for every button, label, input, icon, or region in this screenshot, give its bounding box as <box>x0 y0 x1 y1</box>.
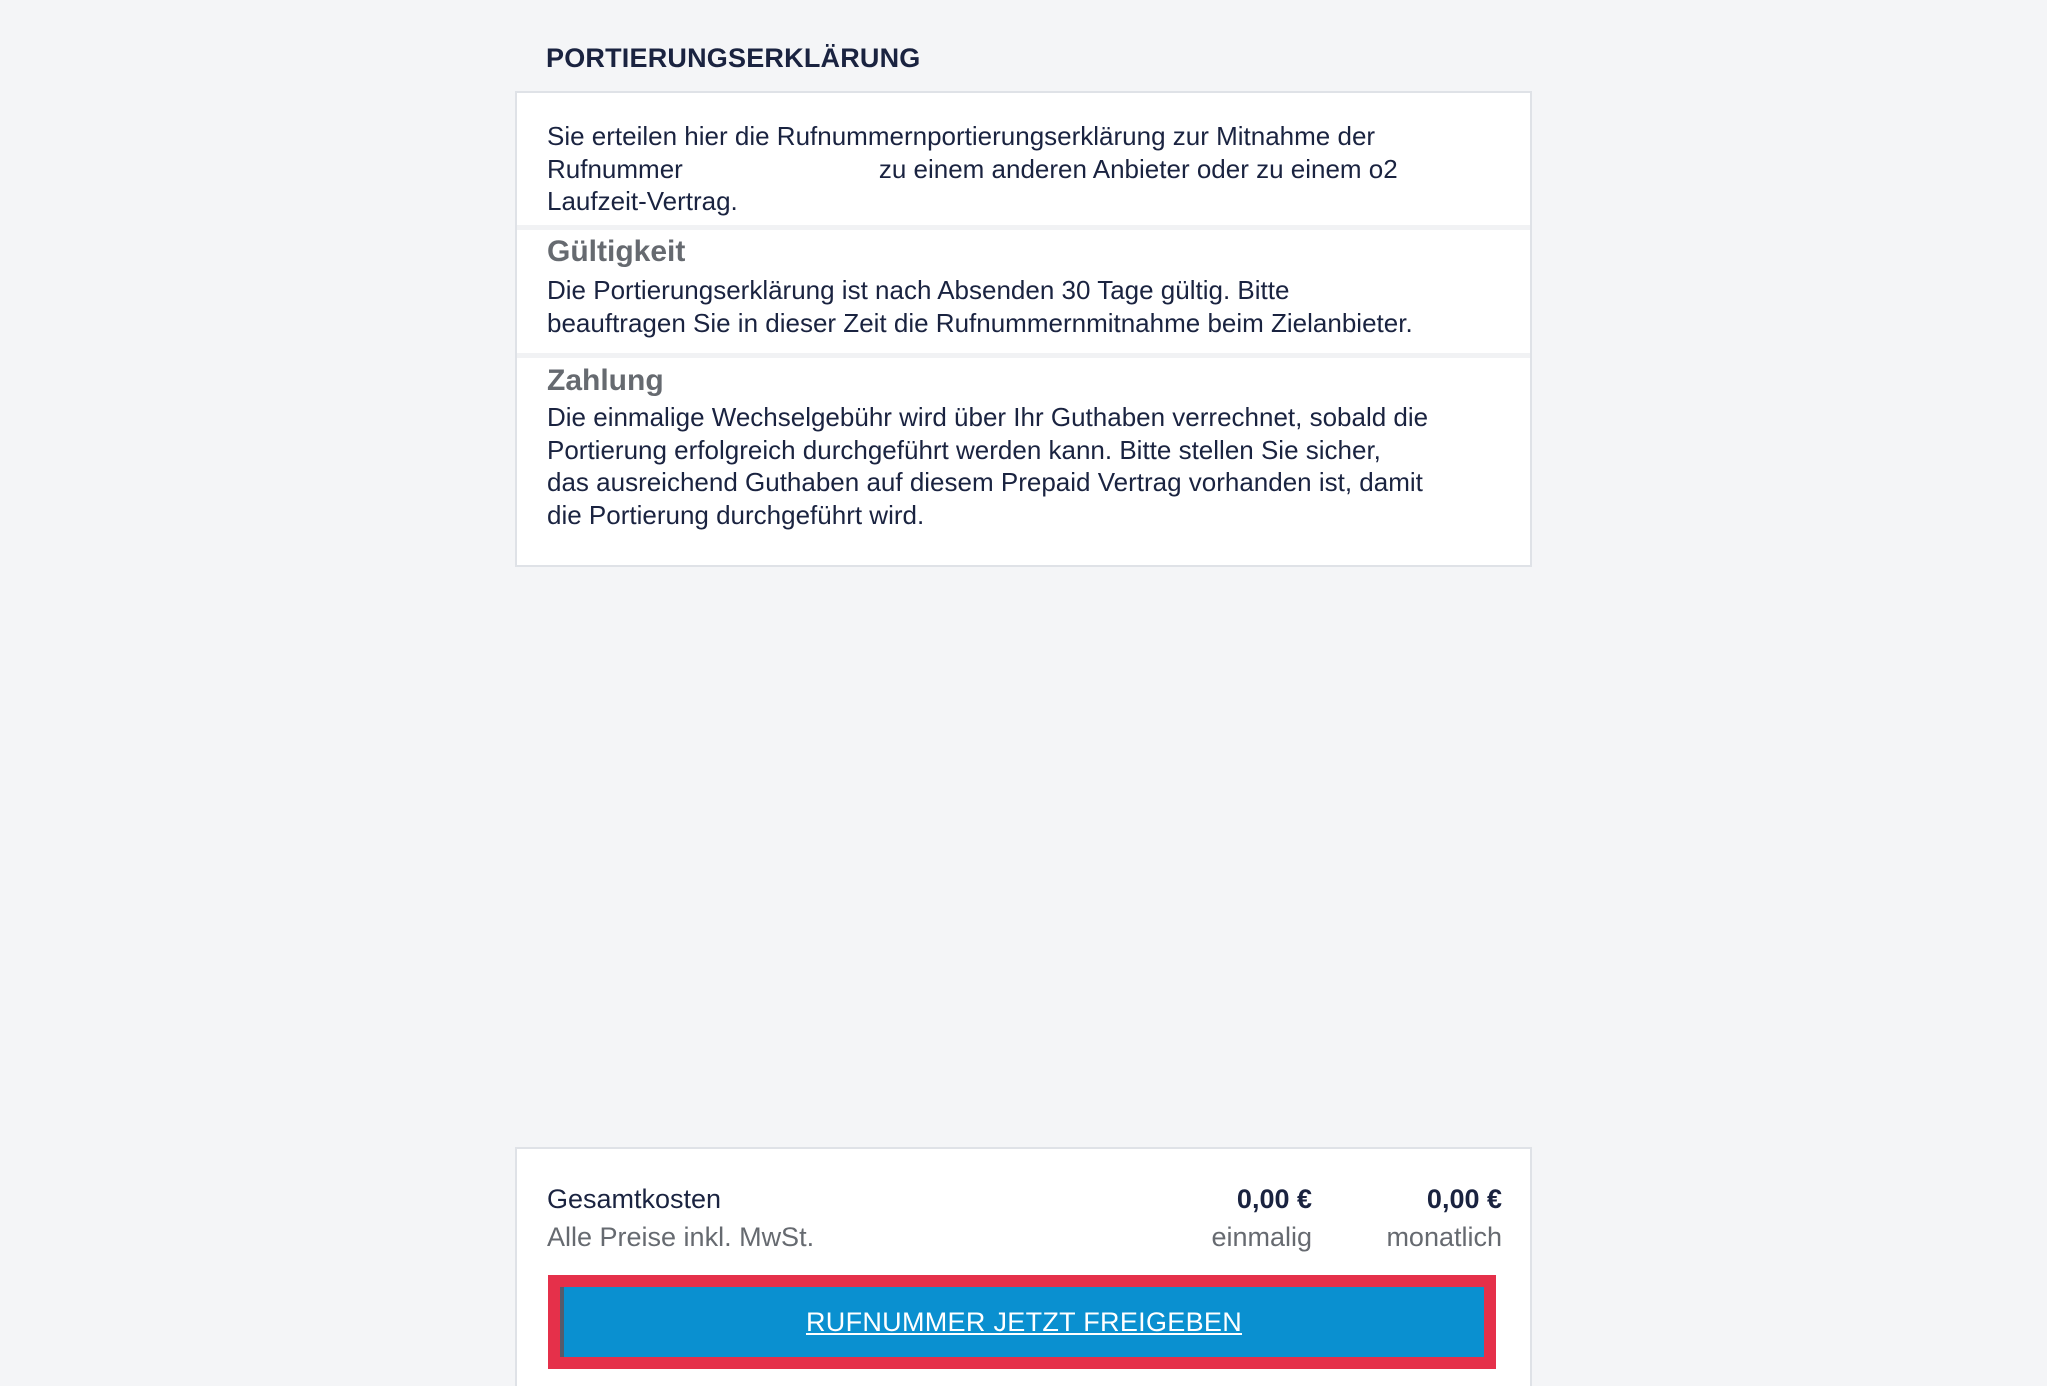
intro-line-2 <box>547 153 1500 186</box>
intro-line-2-start: Rufnummer <box>547 153 683 184</box>
release-number-button[interactable] <box>560 1287 1484 1357</box>
redacted-phone-number <box>683 158 879 184</box>
declaration-card <box>515 91 1532 567</box>
payment-block <box>517 363 1530 531</box>
price-one-time: 0,00 € <box>1236 1184 1312 1214</box>
intro-line-1: Sie erteilen hier die Rufnummernportierungserklärung zur Mitnahme der <box>547 121 1376 151</box>
vat-note: Alle Preise inkl. MwSt. <box>547 1222 815 1252</box>
validity-block <box>517 234 1530 339</box>
price-monthly-label: monatlich <box>1386 1222 1502 1252</box>
payment-heading: Zahlung <box>547 364 664 397</box>
cta-highlight-frame <box>548 1275 1496 1369</box>
validity-line-1: Die Portierungserklärung ist nach Absenden 30 Tage gültig. Bitte <box>547 275 1290 305</box>
intro-block <box>517 120 1530 218</box>
payment-line-3: das ausreichend Guthaben auf diesem Prepaid Vertrag vorhanden ist, damit <box>547 467 1423 497</box>
total-cost-label: Gesamtkosten <box>547 1184 722 1214</box>
price-monthly: 0,00 € <box>1426 1184 1502 1214</box>
payment-line-4: die Portierung durchgeführt wird. <box>547 499 925 530</box>
cost-summary-card <box>515 1147 1532 1386</box>
divider <box>517 353 1530 358</box>
payment-line-2: Portierung erfolgreich durchgeführt werden kann. Bitte stellen Sie sicher, <box>547 434 1381 465</box>
validity-line-2: beauftragen Sie in dieser Zeit die Rufnummernmitnahme beim Zielanbieter. <box>547 307 1413 338</box>
validity-heading: Gültigkeit <box>547 235 686 268</box>
intro-line-2-end: zu einem anderen Anbieter oder zu einem o2 <box>878 153 1398 184</box>
divider <box>517 225 1530 230</box>
section-title: PORTIERUNGSERKLÄRUNG <box>546 43 921 73</box>
price-one-time-label: einmalig <box>1211 1222 1312 1252</box>
payment-line-1: Die einmalige Wechselgebühr wird über Ihr Guthaben verrechnet, sobald die <box>547 402 1429 432</box>
intro-line-3: Laufzeit-Vertrag. <box>547 186 738 216</box>
release-number-button-label: RUFNUMMER JETZT FREIGEBEN <box>805 1306 1242 1337</box>
